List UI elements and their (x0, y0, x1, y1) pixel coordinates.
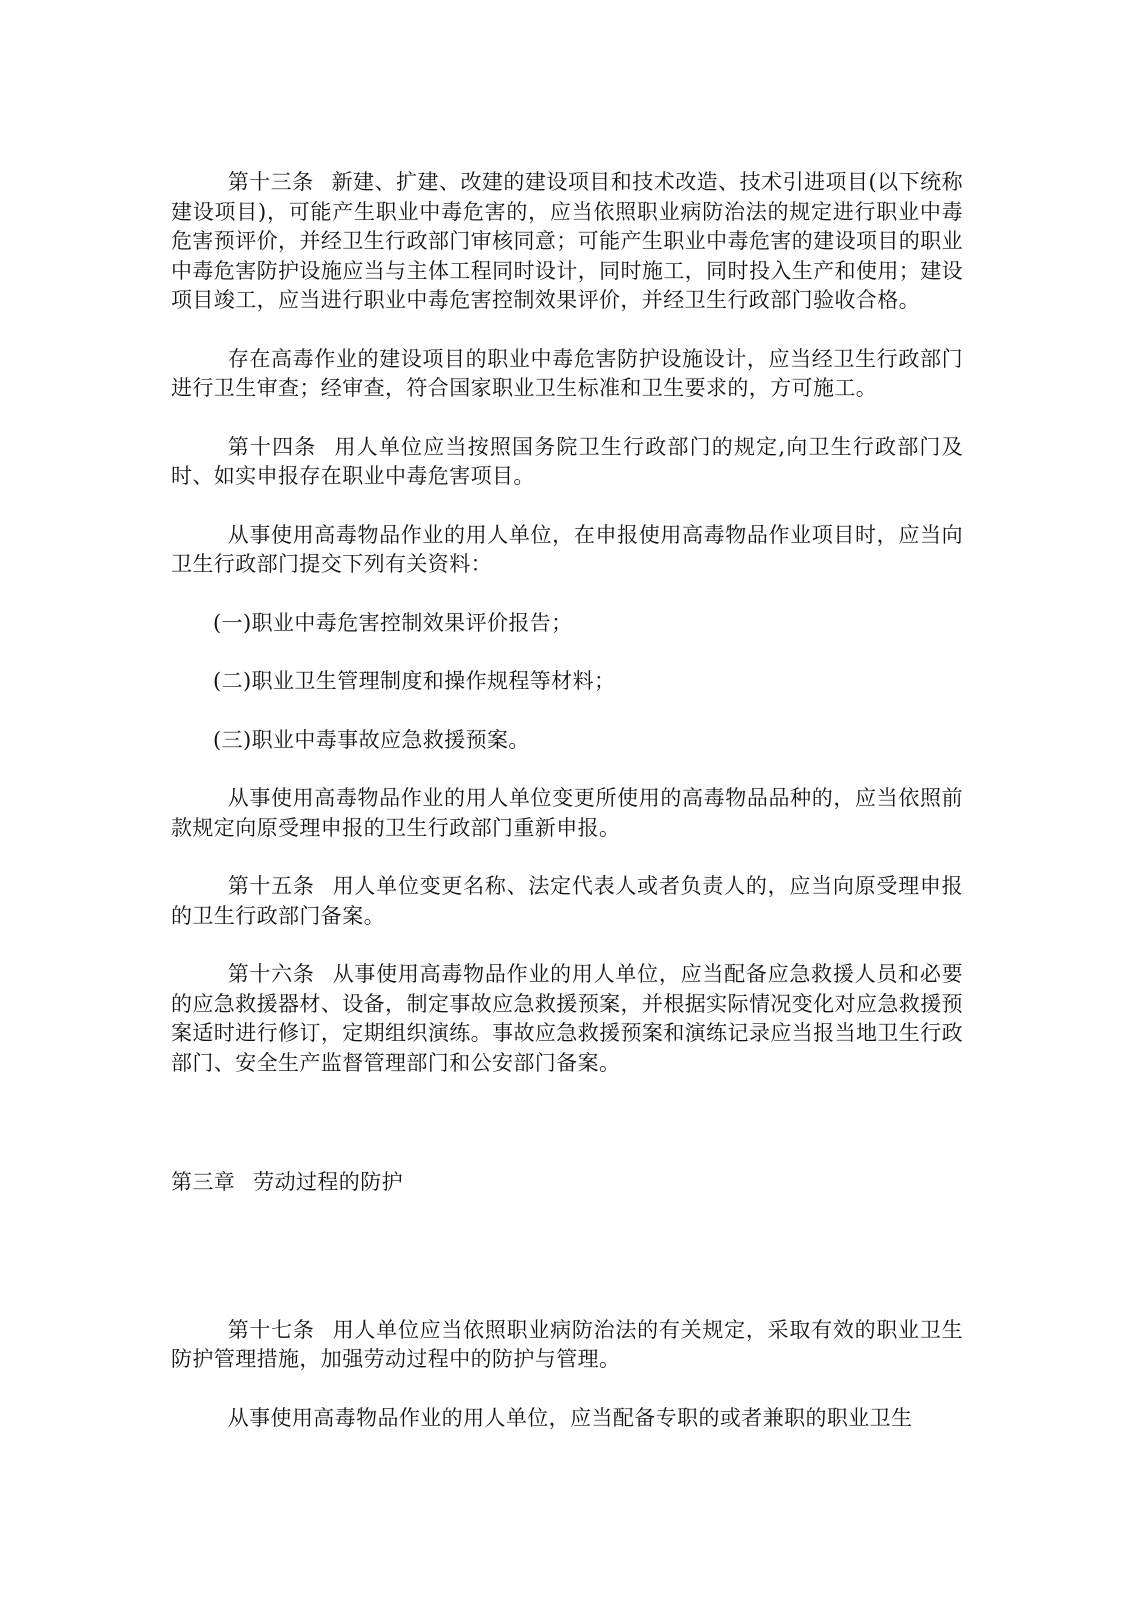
article-15-text: 用人单位变更名称、法定代表人或者负责人的，应当向原受理申报的卫生行政部门备案。 (171, 874, 963, 928)
article-17-number: 第十七条 (227, 1317, 315, 1342)
article-17-paragraph (171, 1316, 963, 1375)
chapter-heading (171, 1168, 963, 1198)
article-14-paragraph-2: 从事使用高毒物品作业的用人单位，在申报使用高毒物品作业项目时，应当向卫生行政部门提交下列有关资料： (171, 522, 963, 576)
article-13-number: 第十三条 (227, 170, 314, 194)
article-16-text: 从事使用高毒物品作业的用人单位，应当配备应急救援人员和必要的应急救援器材、设备，制定事故应急救援预案，并根据实际情况变化对应急救援预案适时进行修订，定期组织演练。事故应急救援预案和演练记录应当报当地卫生行政部门、安全生产监督管理部门和公安部门备案。 (171, 962, 963, 1075)
article-13-paragraph (171, 168, 963, 316)
list-item: (一)职业中毒危害控制效果评价报告； (213, 610, 573, 635)
document-body (171, 168, 963, 1462)
article-14-paragraph-3: 从事使用高毒物品作业的用人单位变更所使用的高毒物品品种的，应当依照前款规定向原受理申报的卫生行政部门重新申报。 (171, 786, 963, 840)
article-15-paragraph (171, 872, 963, 931)
article-15-number: 第十五条 (227, 874, 315, 898)
article-14-number: 第十四条 (227, 434, 317, 459)
chapter-number: 第三章 (171, 1170, 236, 1194)
article-16-number: 第十六条 (227, 962, 315, 986)
article-14-text: 用人单位应当按照国务院卫生行政部门的规定,向卫生行政部门及时、如实申报存在职业中毒危害项目。 (171, 434, 963, 488)
article-16-paragraph (171, 960, 963, 1078)
article-14-paragraph (171, 433, 963, 492)
article-17-paragraph-2: 从事使用高毒物品作业的用人单位，应当配备专职的或者兼职的职业卫生 (227, 1405, 913, 1430)
article-17-text: 用人单位应当依照职业病防治法的有关规定，采取有效的职业卫生防护管理措施，加强劳动过程中的防护与管理。 (171, 1317, 963, 1371)
list-item: (二)职业卫生管理制度和操作规程等材料； (213, 669, 616, 693)
article-13-paragraph-2: 存在高毒作业的建设项目的职业中毒危害防护设施设计，应当经卫生行政部门进行卫生审查；经审查，符合国家职业卫生标准和卫生要求的，方可施工。 (171, 346, 963, 400)
list-item: (三)职业中毒事故应急救援预案。 (213, 727, 530, 752)
article-13-text: 新建、扩建、改建的建设项目和技术改造、技术引进项目(以下统称建设项目)，可能产生职业中毒危害的，应当依照职业病防治法的规定进行职业中毒危害预评价，并经卫生行政部门审核同意；可能产生职业中毒危害的建设项目的职业中毒危害防护设施应当与主体工程同时设计，同时施工，同时投入生产和使用；建设项目竣工，应当进行职业中毒危害控制效果评价，并经卫生行政部门验收合格。 (171, 170, 963, 312)
chapter-title: 劳动过程的防护 (253, 1170, 404, 1194)
